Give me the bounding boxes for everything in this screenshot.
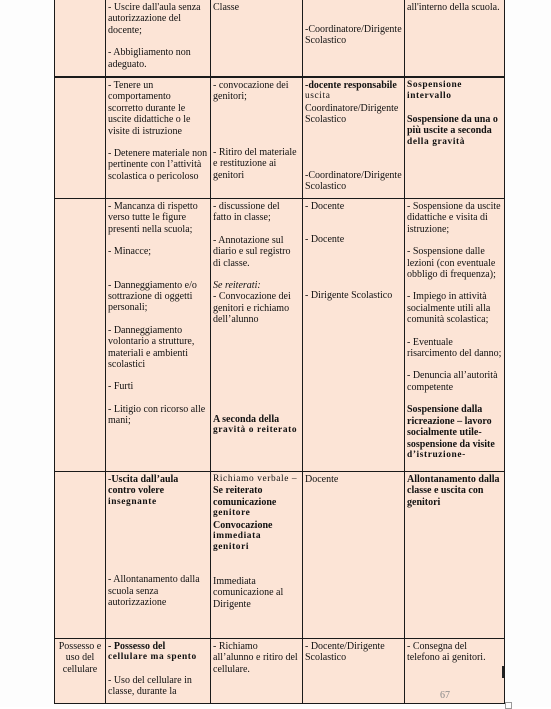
spacer <box>108 235 208 246</box>
spacer <box>407 359 502 370</box>
table-cell-row5-c2 <box>105 638 211 704</box>
spacer <box>108 563 208 574</box>
cell-text: - Impiego in attività socialmente utili alla comunità scolastica; <box>407 291 491 326</box>
cell-text: della gravità <box>407 136 466 147</box>
spacer <box>305 159 402 170</box>
table-cell-row4-c5 <box>404 471 505 639</box>
spacer <box>213 136 300 147</box>
spacer <box>108 530 208 541</box>
cell-text: - Consegna del telefono ai genitori. <box>407 641 486 664</box>
cell-text: Sospensione dalla ricreazione – lavoro socialmente utile- sospensione da visite <box>407 404 495 450</box>
cell-text: - Danneggiamento e/o sottrazione di oggetti personali; <box>108 279 197 314</box>
table-cell-row5-c4 <box>302 638 405 704</box>
cell-text: - Litigio con ricorso alle mani; <box>108 403 206 427</box>
page-number: 67 <box>440 690 450 701</box>
cell-text: - Docente/Dirigente Scolastico <box>305 641 385 664</box>
cell-text: -docente responsabile <box>305 80 397 91</box>
spacer <box>305 137 402 148</box>
cell-text: - Sospensione dalle lezioni (con eventuale obbligo di frequenza); <box>407 246 496 281</box>
table-cell-row5-c3 <box>210 638 303 704</box>
spacer <box>407 326 502 337</box>
table-cell-row4-c4 <box>302 471 405 639</box>
cell-text: - Tenere un comportamento scorretto durante le uscite didattiche o le visite di istruzione <box>108 80 191 137</box>
cell-text: Se reiterati: <box>213 280 261 292</box>
table-cell-row3-c2 <box>105 198 211 472</box>
cell-text: Sospensione intervallo <box>407 80 463 102</box>
spacer <box>213 554 300 565</box>
cell-text: A seconda della <box>213 413 280 425</box>
cell-text: - Ritiro del materiale e restituzione ai genitori <box>213 146 297 181</box>
cell-text: Immediata comunicazione al Dirigente <box>213 575 284 610</box>
table-cell-row4-c3 <box>210 471 303 639</box>
cell-text: - Danneggiamento volontario a strutture, materiali e ambienti scolastici <box>108 324 195 371</box>
cell-text: Classe <box>213 2 240 13</box>
spacer <box>108 269 208 280</box>
spacer <box>407 103 502 114</box>
table-cell-row3-c4 <box>302 198 405 472</box>
table-cell-row1-c1 <box>54 0 106 77</box>
spacer <box>407 235 502 246</box>
table-cell-row2-c2 <box>105 77 211 199</box>
cell-text: - discussione del fatto in classe; <box>213 201 280 224</box>
table-cell-row4-c2 <box>105 471 211 639</box>
cell-text: all'interno della scuola. <box>407 2 500 13</box>
spacer <box>108 36 208 47</box>
cell-text: - Furti <box>108 381 134 393</box>
cell-text: Se reiterato comunicazione <box>213 485 277 508</box>
spacer <box>213 359 300 370</box>
table-cell-row2-c4 <box>302 77 405 199</box>
cell-text: - Annotazione sul diario e sul registro di classe. <box>213 234 291 269</box>
spacer <box>108 508 208 519</box>
cell-text: - Allontanamento dalla scuola senza autorizzazione <box>108 574 200 609</box>
cell-text: - convocazione dei genitori; <box>213 80 289 103</box>
spacer <box>108 552 208 563</box>
cell-text: - Mancanza di rispetto verso tutte le figure presenti nella scuola; <box>108 201 198 235</box>
cell-text: Sospensione da una o più uscite a seconda <box>407 113 498 137</box>
cell-text: gravità o reiterato <box>213 425 298 436</box>
spacer <box>305 268 402 279</box>
table-cell-row5-c5 <box>404 638 505 704</box>
cell-text: - Minacce; <box>108 246 152 258</box>
spacer <box>305 279 402 290</box>
cell-text: Coordinatore/Dirigente Scolastico <box>305 102 399 126</box>
table-cell-row1-c2 <box>105 0 211 77</box>
spacer <box>407 280 502 291</box>
cell-text: - Uscire dall'aula senza autorizzazione del docente; <box>108 2 201 36</box>
cell-text: -Coordinatore/Dirigente Scolastico <box>305 169 402 193</box>
spacer <box>213 381 300 392</box>
spacer <box>213 224 300 235</box>
cell-text: cellulare ma spento <box>108 652 197 663</box>
spacer <box>305 126 402 137</box>
spacer <box>305 223 402 234</box>
spacer <box>108 370 208 381</box>
spacer <box>213 392 300 403</box>
cell-text: Convocazione <box>213 519 273 531</box>
cell-text: - Convocazione dei genitori e richiamo dell’alunno <box>213 291 291 326</box>
spacer <box>108 314 208 325</box>
cell-text: immediata genitori <box>213 531 262 553</box>
cell-text: Docente <box>305 474 339 485</box>
cell-text: insegnante <box>108 496 157 507</box>
cell-text: - Denuncia all’autorità competente <box>407 370 498 393</box>
cell-text: - Abbigliamento non adeguato. <box>108 47 191 70</box>
spacer <box>213 348 300 359</box>
spacer <box>213 337 300 348</box>
table-cell-row1-c3 <box>210 0 303 77</box>
spacer <box>305 148 402 159</box>
table-cell-row3-c1 <box>54 198 106 472</box>
spacer <box>108 541 208 552</box>
cell-text: - Dirigente Scolastico <box>305 289 393 301</box>
cell-text: - Richiamo all’alunno e ritiro del cellulare. <box>213 641 298 675</box>
table-cell-row1-c4 <box>302 0 405 77</box>
cell-text: d’istruzione- <box>407 449 466 460</box>
spacer <box>108 393 208 404</box>
cell-text: Allontanamento dalla classe e uscita con genitori <box>407 474 500 508</box>
cell-text: - Detenere materiale non pertinente con l’attività scolastica o pericoloso <box>108 148 208 182</box>
table-cell-row2-c3 <box>210 77 303 199</box>
spacer <box>213 403 300 414</box>
cell-text: genitore <box>213 508 251 519</box>
spacer <box>305 246 402 257</box>
cell-text: - Sospensione da uscite didattiche e visita di istruzione; <box>407 201 501 235</box>
table-cell-row4-c1 <box>54 471 106 639</box>
spacer <box>305 13 402 24</box>
spacer <box>108 664 208 675</box>
table-cell-row2-c5 <box>404 77 505 199</box>
cell-text: - Uso del cellulare in classe, durante la <box>108 674 192 698</box>
table-cell-row3-c3 <box>210 198 303 472</box>
table-cell-row3-c5 <box>404 198 505 472</box>
spacer <box>108 137 208 148</box>
spacer <box>305 257 402 268</box>
cell-text: - Possesso del <box>108 641 166 652</box>
table-cell-row1-c5 <box>404 0 505 77</box>
spacer <box>213 269 300 280</box>
spacer <box>213 114 300 125</box>
table-cell-row2-c1 <box>54 77 106 199</box>
spacer <box>108 258 208 269</box>
spacer <box>213 125 300 136</box>
spacer <box>213 326 300 337</box>
cell-text: -Uscita dall’aula contro volere <box>108 474 179 497</box>
cell-text: - Docente <box>305 234 345 246</box>
spacer <box>305 212 402 223</box>
resize-handle[interactable] <box>505 702 512 709</box>
margin-mark <box>502 666 504 678</box>
cell-text: -Coordinatore/Dirigente Scolastico <box>305 24 402 47</box>
cell-text: - Docente <box>305 201 345 212</box>
spacer <box>108 519 208 530</box>
spacer <box>213 565 300 576</box>
table-cell-row5-c1 <box>54 638 106 704</box>
spacer <box>213 103 300 114</box>
spacer <box>213 370 300 381</box>
cell-text: uscita <box>305 91 331 102</box>
spacer <box>305 2 402 13</box>
cell-text: Possesso e uso del cellulare <box>58 641 102 675</box>
cell-text: Richiamo verbale – <box>213 474 298 484</box>
spacer <box>407 393 502 404</box>
cell-text: - Eventuale risarcimento del danno; <box>407 336 502 360</box>
